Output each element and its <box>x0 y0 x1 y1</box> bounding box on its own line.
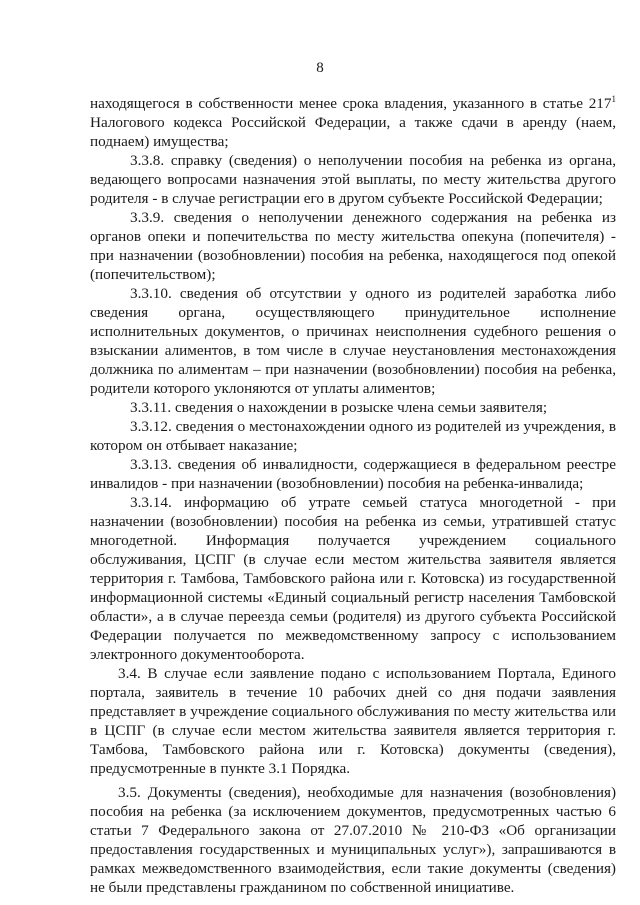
document-body <box>90 94 616 897</box>
paragraph-3-5: 3.5. Документы (сведения), необходимые для назначения (возобновления) пособия на ребенка (за исключением документов, предусмотренных частью 6 статьи 7 Федерального закона от 27.07.2010 № 210-ФЗ «Об организации предоставления государственных и муниципальных услуг»), запрашиваются в рамках межведомственного взаимодействия, если такие документы (сведения) не были представлены гражданином по собственной инициативе. <box>90 784 616 896</box>
paragraph-text: Налогового кодекса Российской Федерации, а также сдачи в аренду (наем, поднаем) имущества; <box>90 114 616 150</box>
paragraph-continuation <box>90 94 616 151</box>
paragraph-3-3-14: 3.3.14. информацию об утрате семьей статуса многодетной - при назначении (возобновлении) пособия на ребенка из семьи, утратившей статус многодетной. Информация получается учреждением социального обслуживания, ЦСПГ (в случае если местом жительства заявителя является территория г. Тамбова, Тамбовского района или г. Котовска) из государственной информационной системы «Единый социальный регистр населения Тамбовской области», а в случае переезда семьи (родителя) из другого субъекта Российской Федерации получается по межведомственному запросу с использованием электронного документооборота. <box>90 494 616 663</box>
paragraph-3-3-12: 3.3.12. сведения о местонахождении одного из родителей из учреждения, в котором он отбывает наказание; <box>90 418 616 454</box>
paragraph-3-3-8: 3.3.8. справку (сведения) о неполучении пособия на ребенка из органа, ведающего вопросами назначения этой выплаты, по месту жительства другого родителя - в случае регистрации его в другом субъекте Российской Федерации; <box>90 152 616 207</box>
paragraph-text: находящегося в собственности менее срока владения, указанного в статье 217 <box>90 95 612 112</box>
footnote-superscript: 1 <box>611 93 616 104</box>
paragraph-3-3-9: 3.3.9. сведения о неполучении денежного содержания на ребенка из органов опеки и попечительства по месту жительства опекуна (попечителя) - при назначении (возобновлении) пособия на ребенка, находящегося под опекой (попечительством); <box>90 209 616 283</box>
paragraph-3-3-13: 3.3.13. сведения об инвалидности, содержащиеся в федеральном реестре инвалидов - при назначении (возобновлении) пособия на ребенка-инвалида; <box>90 456 616 492</box>
page-number: 8 <box>316 60 324 76</box>
paragraph-3-3-11: 3.3.11. сведения о нахождении в розыске члена семьи заявителя; <box>130 399 548 416</box>
paragraph-3-3-10: 3.3.10. сведения об отсутствии у одного из родителей заработка либо сведения органа, осуществляющего принудительное исполнение исполнительных документов, о причинах неисполнения судебного решения о взыскании алиментов, в том числе в случае неустановления местонахождения должника по алиментам – при назначении (возобновлении) пособия на ребенка, родители которого уклоняются от уплаты алиментов; <box>90 285 616 397</box>
paragraph-3-4: 3.4. В случае если заявление подано с использованием Портала, Единого портала, заявитель в течение 10 рабочих дней со дня подачи заявления представляет в учреждение социального обслуживания по месту жительства или в ЦСПГ (в случае если местом жительства заявителя является территория г. Тамбова, Тамбовского района или г. Котовска) документы (сведения), предусмотренные в пункте 3.1 Порядка. <box>90 665 616 777</box>
